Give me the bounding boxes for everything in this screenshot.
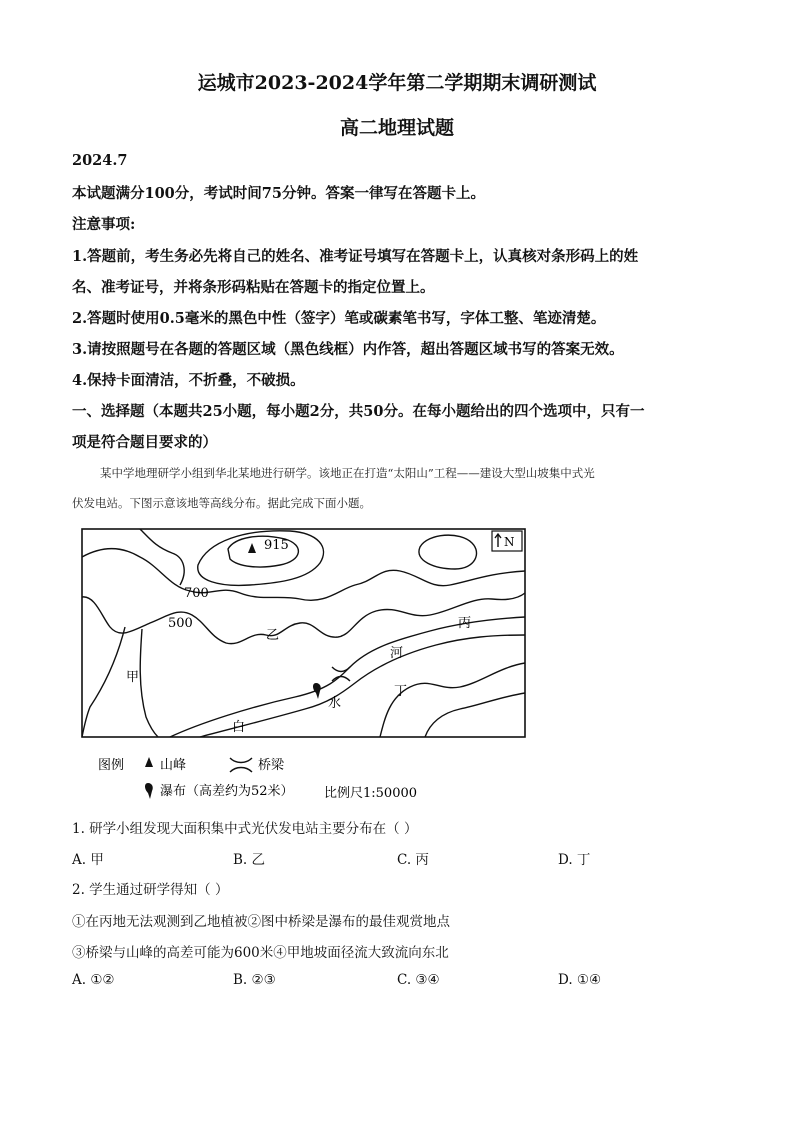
- contour-lower-right-2: [425, 693, 525, 737]
- legend-title: 图例: [98, 758, 125, 773]
- exam-subtitle: 高二地理试题: [339, 117, 454, 139]
- question-1-stem: 1. 研学小组发现大面积集中式光伏发电站主要分布在（ ）: [72, 821, 418, 837]
- question-2-stem: 2. 学生通过研学得知（ ）: [72, 882, 229, 898]
- contour-map-figure: [80, 527, 530, 812]
- contour-lines: [82, 529, 525, 737]
- contour-jia: [82, 627, 125, 737]
- question-2-statement-1: ①在丙地无法观测到乙地植被②图中桥梁是瀑布的最佳观赏地点: [72, 914, 450, 930]
- legend-peak-label: 山峰: [160, 758, 187, 773]
- contour-ring-2: [198, 531, 324, 586]
- question-1-option-d[interactable]: D. 丁: [558, 852, 591, 868]
- legend-waterfall-label: 瀑布（高差约为52米）: [160, 784, 294, 799]
- note-item-1a: 1.答题前，考生务必先将自己的姓名、准考证号填写在答题卡上，认真核对条形码上的姓: [72, 248, 639, 265]
- contour-left-spur: [140, 529, 184, 585]
- place-jia: 甲: [126, 670, 140, 685]
- question-2-option-a[interactable]: A. ①②: [72, 972, 115, 988]
- section-heading-line1: 一、选择题（本题共25小题，每小题2分，共50分。在每小题给出的四个选项中，只有一: [72, 403, 645, 420]
- bridge-icon: [332, 667, 350, 681]
- note-item-1b: 名、准考证号，并将条形码粘贴在答题卡的指定位置上。: [72, 279, 435, 296]
- place-bing: 丙: [458, 616, 472, 631]
- section-heading-line2: 项是符合题目要求的）: [72, 434, 217, 451]
- legend-peak-icon: [145, 757, 153, 767]
- question-1-option-a[interactable]: A. 甲: [72, 852, 104, 868]
- note-item-4: 4.保持卡面清洁，不折叠，不破损。: [72, 372, 305, 389]
- question-1-option-b[interactable]: B. 乙: [233, 852, 266, 868]
- passage-line2: 伏发电站。下图示意该地等高线分布。据此完成下面小题。: [72, 496, 371, 510]
- contour-hill-right: [419, 535, 477, 569]
- north-label: N: [504, 535, 515, 549]
- peak-icon: [248, 543, 256, 553]
- question-2-option-d[interactable]: D. ①④: [558, 972, 602, 988]
- exam-title: 运城市2023-2024学年第二学期期末调研测试: [197, 72, 597, 94]
- question-2-option-b[interactable]: B. ②③: [233, 972, 276, 988]
- contour-label-700: 700: [184, 586, 209, 601]
- map-frame: [82, 529, 525, 737]
- passage-line1: 某中学地理研学小组到华北某地进行研学。该地正在打造“太阳山”工程——建设大型山坡集中式光: [100, 466, 595, 480]
- contour-jia-2: [140, 629, 158, 737]
- contour-label-500: 500: [168, 616, 193, 631]
- contour-lower-right: [380, 663, 525, 737]
- river-char-bai: 白: [232, 720, 246, 735]
- notes-heading: 注意事项:: [72, 216, 136, 233]
- river-bank-lower: [200, 635, 525, 737]
- river-bank-upper: [170, 617, 525, 737]
- note-item-2: 2.答题时使用0.5毫米的黑色中性（签字）笔或碳素笔书写，字体工整、笔迹清楚。: [72, 310, 606, 327]
- legend-scale: 比例尺1:50000: [324, 786, 418, 801]
- question-2-statement-2: ③桥梁与山峰的高差可能为600米④甲地坡面径流大致流向东北: [72, 945, 449, 961]
- place-yi: 乙: [266, 628, 280, 643]
- question-1-option-c[interactable]: C. 丙: [397, 852, 429, 868]
- legend-waterfall-icon: [145, 783, 153, 799]
- score-time-line: 本试题满分100分，考试时间75分钟。答案一律写在答题卡上。: [72, 185, 485, 202]
- river-char-he: 河: [390, 646, 404, 661]
- note-item-3: 3.请按照题号在各题的答题区域（黑色线框）内作答，超出答题区域书写的答案无效。: [72, 341, 624, 358]
- place-ding: 丁: [394, 684, 408, 699]
- legend-bridge-icon: [230, 758, 252, 772]
- peak-value: 915: [264, 538, 289, 553]
- river-char-shui: 水: [328, 696, 342, 711]
- exam-date: 2024.7: [72, 152, 128, 169]
- legend-bridge-label: 桥梁: [258, 758, 285, 773]
- question-2-option-c[interactable]: C. ③④: [397, 972, 440, 988]
